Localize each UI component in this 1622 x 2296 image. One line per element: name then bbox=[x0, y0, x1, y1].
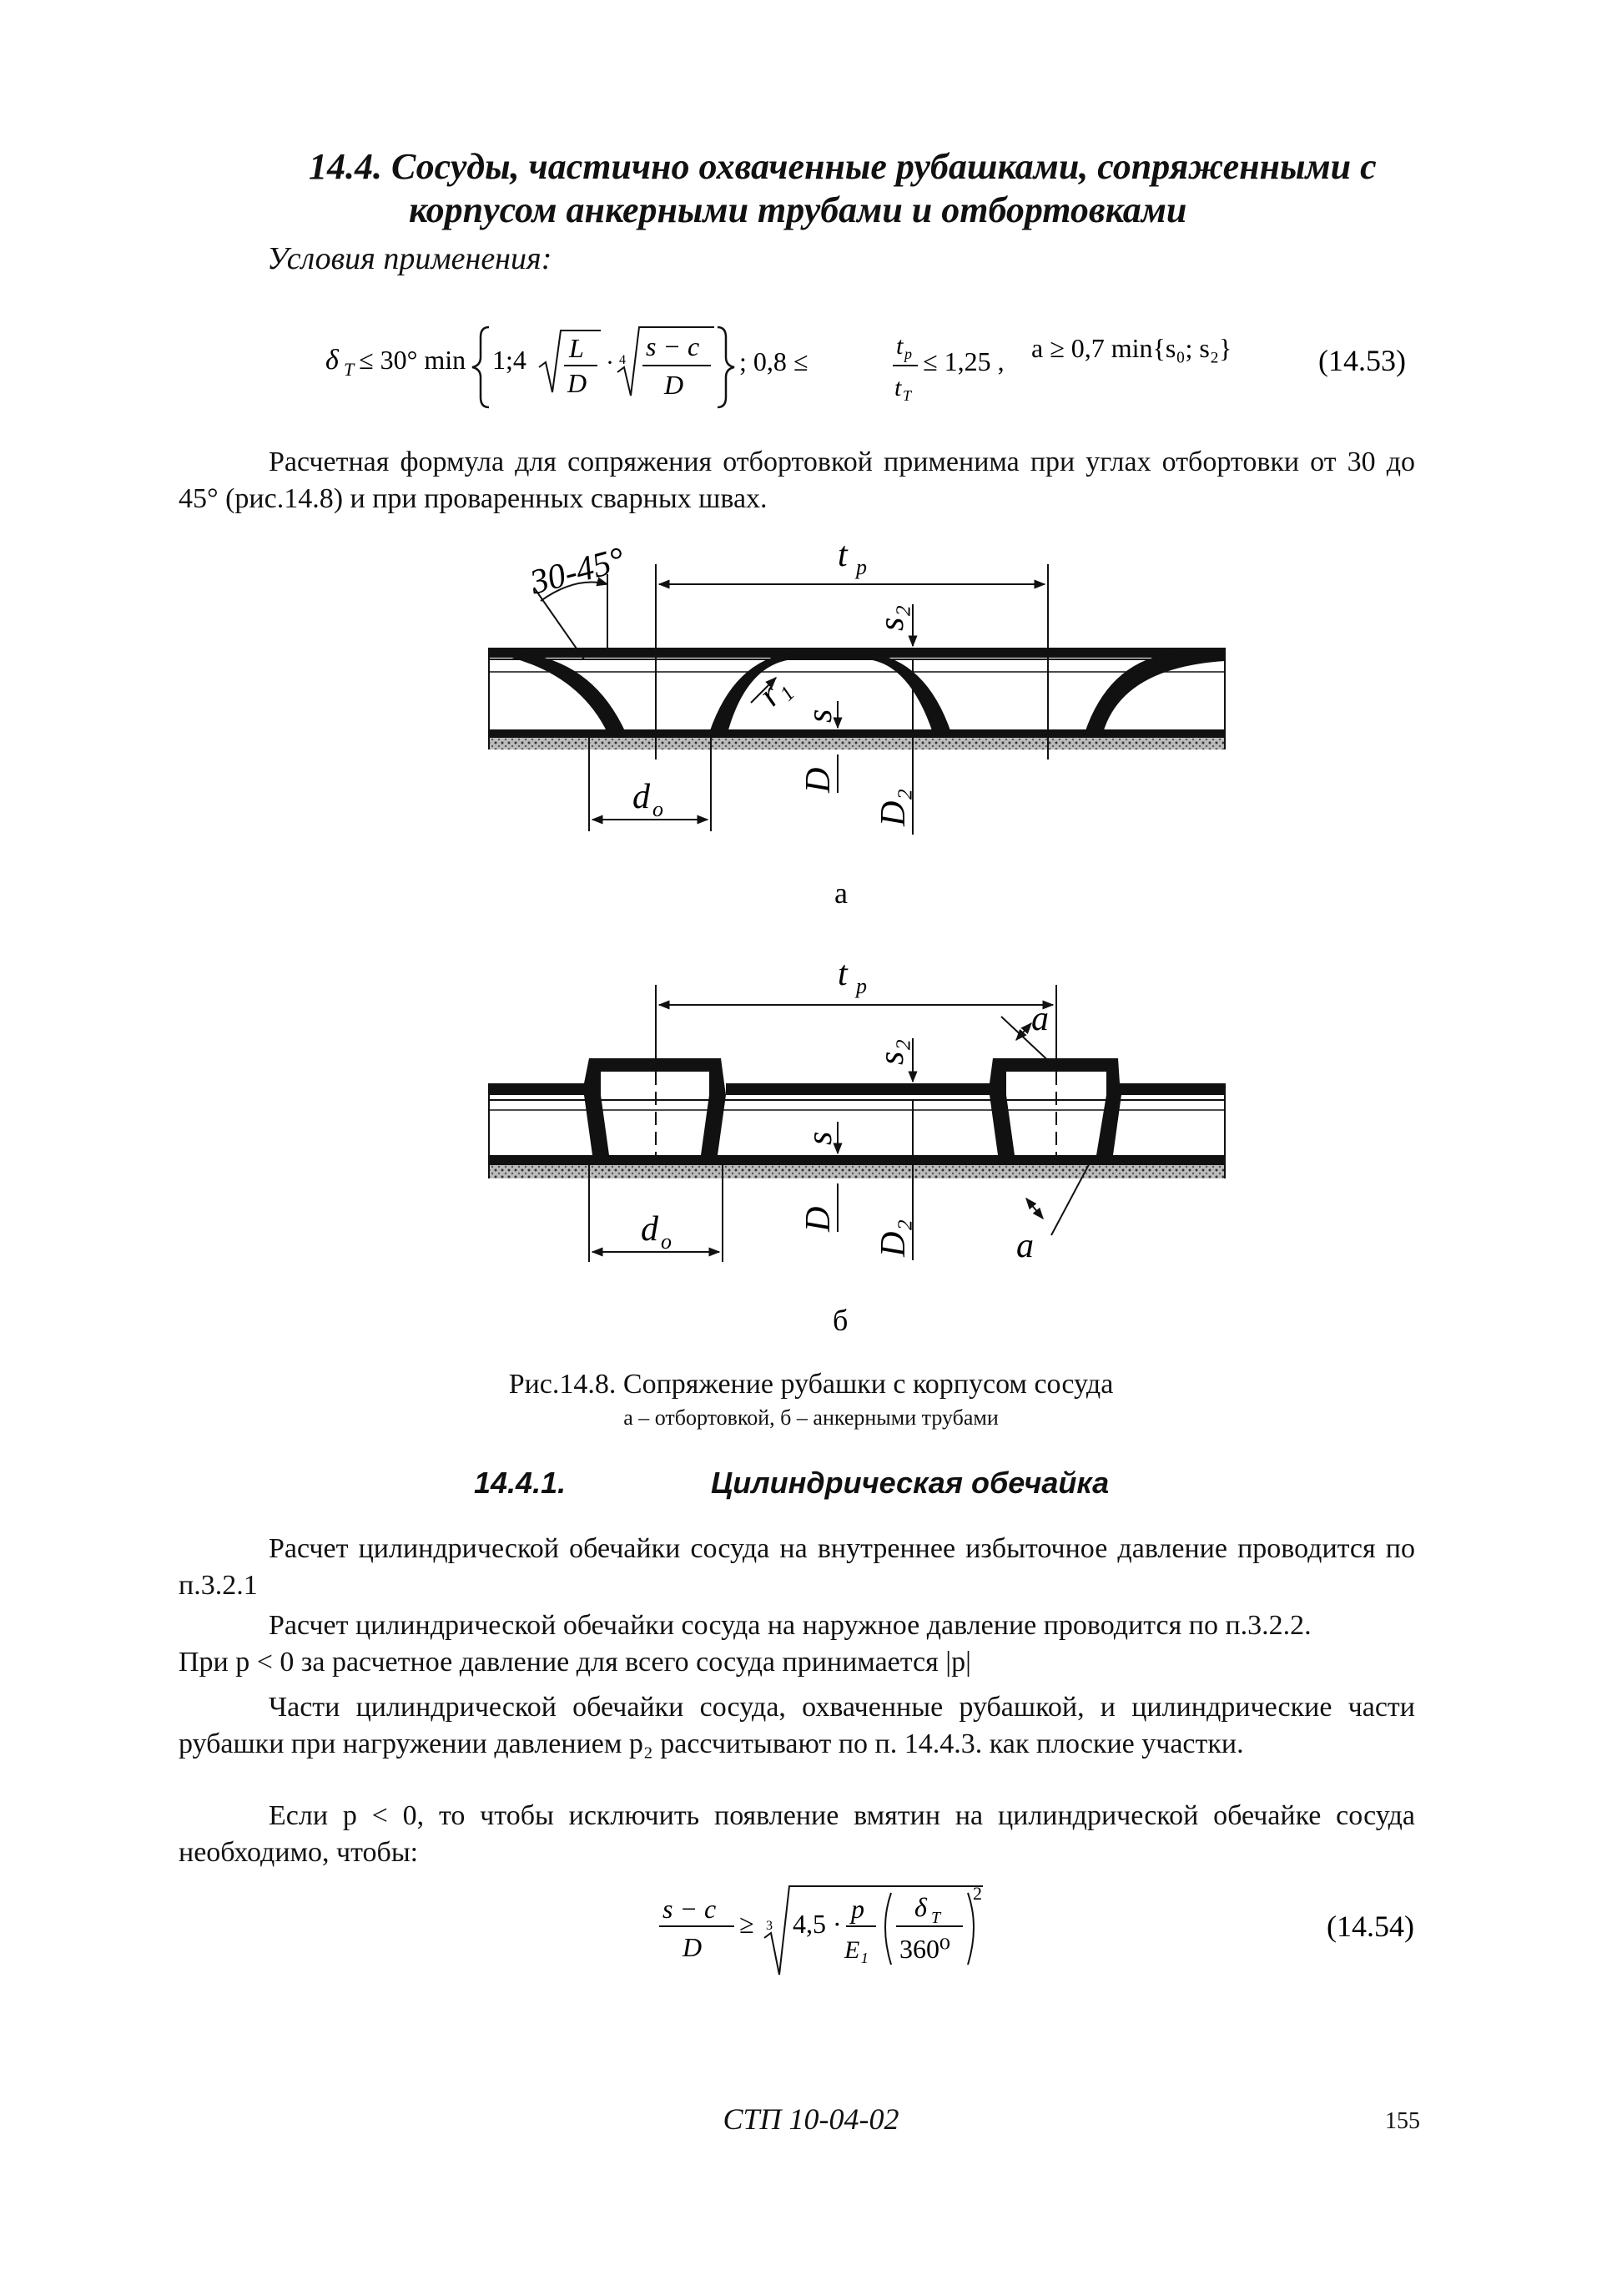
fig-b-a-label-bottom: a bbox=[1016, 1227, 1034, 1265]
fig-a-flange-left bbox=[489, 653, 626, 733]
eq-root4: 4 bbox=[619, 353, 626, 367]
eq-cond2-prefix: ; 0,8 ≤ bbox=[739, 346, 808, 376]
fig-b-s-label: s bbox=[801, 1131, 839, 1145]
eq54-e1: E₁ bbox=[844, 1936, 869, 1964]
eq54-exp: 2 bbox=[973, 1883, 982, 1904]
paragraph-2: Расчет цилиндрической обечайки сосуда на наружное давление проводится по п.3.2.2. bbox=[269, 1610, 1312, 1641]
figure-caption-sub: а – отбортовкой, б – анкерными трубами bbox=[623, 1405, 999, 1430]
eq54-num: s − c bbox=[662, 1894, 717, 1924]
eq54-delta-sub: T bbox=[931, 1909, 941, 1927]
fig-a-s-label: s bbox=[801, 709, 839, 723]
right-brace bbox=[718, 327, 734, 407]
eq54-root: 3 bbox=[766, 1919, 773, 1933]
section-title-line2: корпусом анкерными трубами и отбортовками bbox=[409, 189, 1187, 230]
eq-min: ≤ 30° min bbox=[359, 345, 466, 375]
fig-b-sublabel: б bbox=[833, 1304, 849, 1337]
fig-b-a-label-top: a bbox=[1031, 1000, 1049, 1038]
fig-b-d-label: D bbox=[799, 1206, 838, 1232]
fig-a-s2-label: s₂ bbox=[873, 605, 911, 631]
figure-a-drawing bbox=[489, 536, 1225, 835]
eq-D2: D bbox=[664, 370, 684, 400]
eq54-geq: ≥ bbox=[739, 1909, 754, 1939]
equation-14-53 bbox=[325, 315, 1435, 416]
fig-a-flange-right bbox=[1085, 653, 1225, 733]
eq-cond2-suffix: ≤ 1,25 , bbox=[923, 346, 1005, 376]
eq-D: D bbox=[567, 368, 587, 398]
eq-tt-sub: T bbox=[903, 387, 912, 404]
eq-dot: · bbox=[606, 349, 614, 376]
fig-a-d0-label: d bbox=[632, 778, 650, 816]
fig-b-d0-label: d bbox=[641, 1210, 658, 1249]
figure-b-drawing bbox=[489, 955, 1225, 1265]
section-heading-line1 bbox=[309, 144, 1377, 190]
conditions-label: Условия применения: bbox=[267, 241, 552, 276]
eq-tt: t bbox=[894, 374, 902, 401]
footer-doc: СТП 10-04-02 bbox=[723, 2102, 899, 2136]
fig-a-d0-sub: o bbox=[652, 797, 663, 821]
eq-number-14-54: (14.54) bbox=[1327, 1910, 1414, 1943]
eq-brace-content: 1;4 bbox=[492, 345, 526, 375]
fig-a-sublabel: а bbox=[834, 876, 848, 910]
eq-cond3: a ≥ 0,7 min{s₀; s₂} bbox=[1031, 333, 1232, 363]
fig-a-angle-label: 30-45° bbox=[526, 540, 629, 603]
eq-number-14-53: (14.53) bbox=[1318, 344, 1406, 377]
subsection-number: 14.4.1. bbox=[474, 1466, 567, 1500]
paragraph-1: Расчет цилиндрической обечайки сосуда на внутреннее избыточное давление проводится по п.3.2.1 bbox=[179, 1533, 1415, 1601]
fig-b-d0-sub: o bbox=[661, 1229, 672, 1254]
left-brace bbox=[472, 327, 489, 407]
eq-delta: δ bbox=[325, 345, 339, 376]
fig-b-s2-label: s₂ bbox=[873, 1039, 911, 1065]
paragraph-2b: При p < 0 за расчетное давление для всего сосуда принимается |p| bbox=[179, 1647, 971, 1678]
fig-a-tp-label: t bbox=[838, 536, 848, 574]
figure-14-8 bbox=[467, 534, 1252, 1352]
eq-delta-sub: T bbox=[344, 359, 355, 380]
eq54-delta: δ bbox=[914, 1892, 927, 1922]
equation-14-54 bbox=[659, 1878, 1435, 1986]
eq-tp-sub: p bbox=[904, 346, 912, 362]
fig-a-tp-sub: p bbox=[856, 555, 867, 579]
fig-a-vessel-shell bbox=[489, 729, 1225, 738]
fig-a-d2-label: D₂ bbox=[874, 789, 913, 826]
fig-b-tp-label: t bbox=[838, 955, 848, 993]
fig-b-tp-sub: p bbox=[856, 974, 867, 998]
fig-a-r-label: r₁ bbox=[751, 668, 797, 714]
paragraph-3: Части цилиндрической обечайки сосуда, охваченные рубашкой, и цилиндрические части рубашки при нагружении давлением p₂ рассчитывают по п. 14.4.3. как плоские участки. bbox=[179, 1692, 1415, 1759]
eq-s-minus-c: s − c bbox=[646, 331, 700, 361]
section-number: 14.4. bbox=[309, 146, 382, 187]
fig-b-d2-label: D₂ bbox=[874, 1219, 913, 1257]
eq54-coef: 4,5 · bbox=[793, 1909, 842, 1939]
subsection-title: Цилиндрическая обечайка bbox=[711, 1466, 1110, 1500]
section-title-line1: Сосуды, частично охваченные рубашками, сопряженными с bbox=[391, 146, 1377, 187]
eq54-p: p bbox=[851, 1894, 864, 1924]
fig-a-d-label: D bbox=[799, 767, 838, 793]
eq-L: L bbox=[569, 333, 584, 363]
page-number: 155 bbox=[1385, 2108, 1420, 2134]
fig-a-hatch bbox=[489, 738, 1225, 749]
figure-caption: Рис.14.8. Сопряжение рубашки с корпусом сосуда bbox=[508, 1369, 1114, 1400]
paragraph-welding: Расчетная формула для сопряжения отбортовкой применима при углах отбортовки от 30 до 45° (рис.14.8) и при проваренных сварных швах. bbox=[179, 447, 1415, 514]
eq-tp: t bbox=[896, 332, 904, 360]
eq54-deg: 360⁰ bbox=[899, 1934, 950, 1964]
eq54-den: D bbox=[683, 1932, 703, 1962]
paragraph-4: Если p < 0, то чтобы исключить появление вмятин на цилиндрической обечайке сосуда необходимо, чтобы: bbox=[179, 1800, 1415, 1868]
